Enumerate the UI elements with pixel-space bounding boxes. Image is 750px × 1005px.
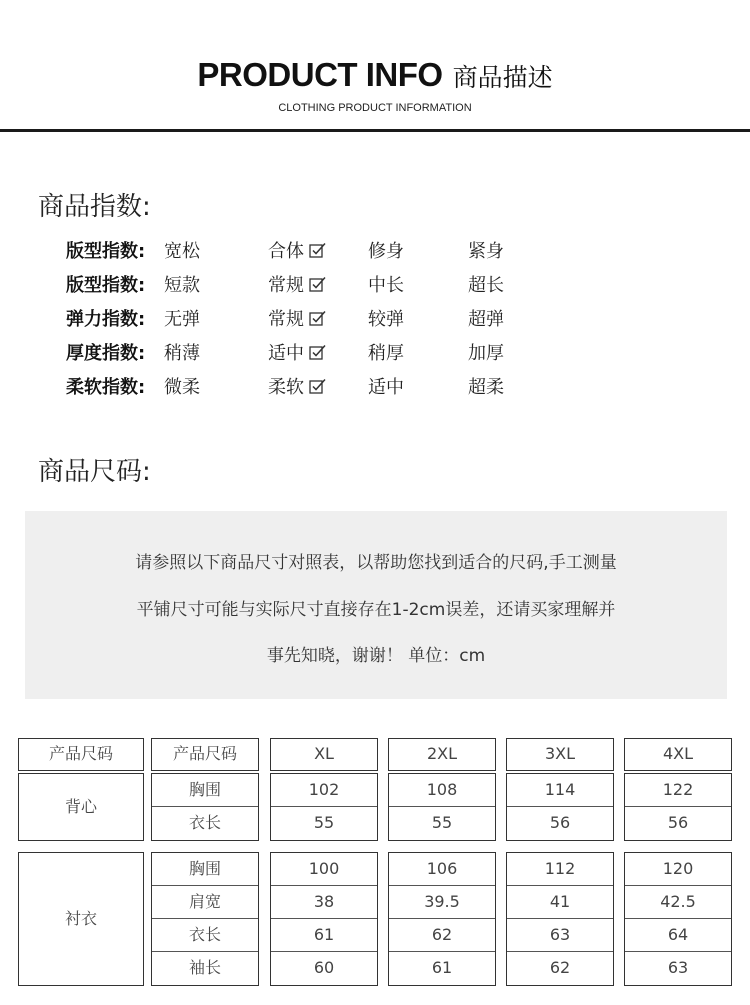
group-name-cell: [18, 852, 144, 986]
row-divider: [625, 885, 731, 886]
size-value: 42.5: [660, 892, 696, 911]
row-divider: [271, 885, 377, 886]
index-label: 版型指数:: [66, 275, 146, 296]
row-divider: [152, 885, 258, 886]
row-divider: [507, 806, 613, 807]
size-value: 108: [426, 780, 458, 799]
header-title: [0, 56, 750, 94]
measure-names-cell: [151, 773, 259, 841]
row-divider: [625, 918, 731, 919]
size-label: 4XL: [662, 744, 694, 763]
size-value: 62: [431, 925, 453, 944]
size-value: 39.5: [424, 892, 460, 911]
header-text: 产品尺码: [172, 744, 237, 763]
group-name: 衬衣: [64, 909, 97, 928]
index-option-label: 微柔: [164, 377, 200, 398]
index-option: [268, 374, 326, 402]
row-divider: [389, 885, 495, 886]
index-option-label: 稍厚: [368, 343, 404, 364]
size-value: 106: [426, 859, 458, 878]
index-label: 厚度指数:: [66, 343, 146, 364]
size-header-sub: [151, 738, 259, 771]
row-divider: [389, 918, 495, 919]
index-option-label: 合体: [268, 241, 304, 262]
header-text: 产品尺码: [48, 744, 113, 763]
index-option: [368, 238, 404, 266]
index-option: [368, 340, 404, 368]
row-divider: [271, 918, 377, 919]
index-option-label: 常规: [268, 309, 304, 330]
size-value: 120: [662, 859, 694, 878]
size-label: 2XL: [426, 744, 458, 763]
size-value: 63: [549, 925, 571, 944]
index-option: [164, 238, 200, 266]
measure-names-cell: [151, 852, 259, 986]
size-value: 56: [549, 813, 571, 832]
size-value: 56: [667, 813, 689, 832]
checked-box-icon: [309, 310, 326, 327]
measurement-notice: [25, 511, 727, 699]
size-values-cell: [506, 852, 614, 986]
index-option: [164, 374, 200, 402]
index-option: [164, 340, 200, 368]
size-value: 114: [544, 780, 576, 799]
index-section-title: 商品指数:: [38, 192, 151, 222]
size-header-xl: [270, 738, 378, 771]
row-divider: [507, 951, 613, 952]
index-label: 柔软指数:: [66, 377, 146, 398]
index-option: [268, 340, 326, 368]
index-option-label: 中长: [368, 275, 404, 296]
index-label: 版型指数:: [66, 241, 146, 262]
index-option-label: 柔软: [268, 377, 304, 398]
checked-box-icon: [309, 344, 326, 361]
page-header: [0, 0, 750, 132]
index-option: [368, 374, 404, 402]
index-option: [368, 306, 404, 334]
index-option-label: 超柔: [468, 377, 504, 398]
size-value: 55: [313, 813, 335, 832]
header-subtitle: CLOTHING PRODUCT INFORMATION: [278, 102, 472, 114]
size-header-4xl: [624, 738, 732, 771]
index-option-label: 紧身: [468, 241, 504, 262]
size-values-cell: [506, 773, 614, 841]
size-header-2xl: [388, 738, 496, 771]
index-option-label: 无弹: [164, 309, 200, 330]
row-divider: [152, 951, 258, 952]
group-name-cell: [18, 773, 144, 841]
row-divider: [389, 951, 495, 952]
index-option: [268, 306, 326, 334]
size-values-cell: [388, 852, 496, 986]
size-value: 63: [667, 958, 689, 977]
size-values-cell: [388, 773, 496, 841]
index-option-label: 超长: [468, 275, 504, 296]
row-divider: [625, 806, 731, 807]
index-option: [268, 272, 326, 300]
index-option-label: 修身: [368, 241, 404, 262]
measure-name: 衣长: [188, 813, 221, 832]
size-values-cell: [624, 852, 732, 986]
size-value: 100: [308, 859, 340, 878]
notice-line-1: 请参照以下商品尺寸对照表，以帮助您找到适合的尺码,手工测量: [135, 553, 617, 573]
index-option: [468, 272, 504, 300]
size-header-3xl: [506, 738, 614, 771]
row-divider: [507, 885, 613, 886]
size-value: 61: [313, 925, 335, 944]
size-values-cell: [270, 852, 378, 986]
index-option-label: 适中: [368, 377, 404, 398]
index-option: [268, 238, 326, 266]
index-option-label: 宽松: [164, 241, 200, 262]
index-option-label: 较弹: [368, 309, 404, 330]
notice-line-2: 平铺尺寸可能与实际尺寸直接存在1-2cm误差，还请买家理解并: [136, 600, 616, 620]
row-divider: [152, 918, 258, 919]
size-value: 112: [544, 859, 576, 878]
size-value: 122: [662, 780, 694, 799]
index-option: [468, 340, 504, 368]
index-option: [164, 306, 200, 334]
row-divider: [389, 806, 495, 807]
index-option: [368, 272, 404, 300]
size-values-cell: [270, 773, 378, 841]
index-option: [468, 238, 504, 266]
row-divider: [271, 951, 377, 952]
index-option-label: 超弹: [468, 309, 504, 330]
row-divider: [152, 806, 258, 807]
index-option: [468, 374, 504, 402]
size-value: 61: [431, 958, 453, 977]
notice-line-3: 事先知晓，谢谢！ 单位：cm: [266, 646, 486, 666]
size-value: 62: [549, 958, 571, 977]
measure-name: 胸围: [188, 859, 221, 878]
checked-box-icon: [309, 276, 326, 293]
size-header-label: [18, 738, 144, 771]
checked-box-icon: [309, 378, 326, 395]
measure-name: 肩宽: [188, 892, 221, 911]
row-divider: [625, 951, 731, 952]
size-value: 102: [308, 780, 340, 799]
size-value: 41: [549, 892, 571, 911]
size-value: 38: [313, 892, 335, 911]
size-section-title: 商品尺码:: [38, 457, 151, 487]
measure-name: 衣长: [188, 925, 221, 944]
size-value: 64: [667, 925, 689, 944]
measure-name: 袖长: [188, 958, 221, 977]
size-value: 60: [313, 958, 335, 977]
header-divider: [0, 129, 750, 132]
checked-box-icon: [309, 242, 326, 259]
row-divider: [507, 918, 613, 919]
index-option-label: 稍薄: [164, 343, 200, 364]
index-option-label: 适中: [268, 343, 304, 364]
index-option: [468, 306, 504, 334]
size-label: XL: [314, 744, 334, 763]
index-option-label: 常规: [268, 275, 304, 296]
title-english: PRODUCT INFO: [197, 56, 443, 93]
size-values-cell: [624, 773, 732, 841]
row-divider: [271, 806, 377, 807]
index-label: 弹力指数:: [66, 309, 146, 330]
measure-name: 胸围: [188, 780, 221, 799]
size-value: 55: [431, 813, 453, 832]
index-option-label: 短款: [164, 275, 200, 296]
size-label: 3XL: [544, 744, 576, 763]
index-option-label: 加厚: [468, 343, 504, 364]
index-option: [164, 272, 200, 300]
title-chinese: 商品描述: [452, 63, 553, 92]
group-name: 背心: [64, 797, 97, 816]
